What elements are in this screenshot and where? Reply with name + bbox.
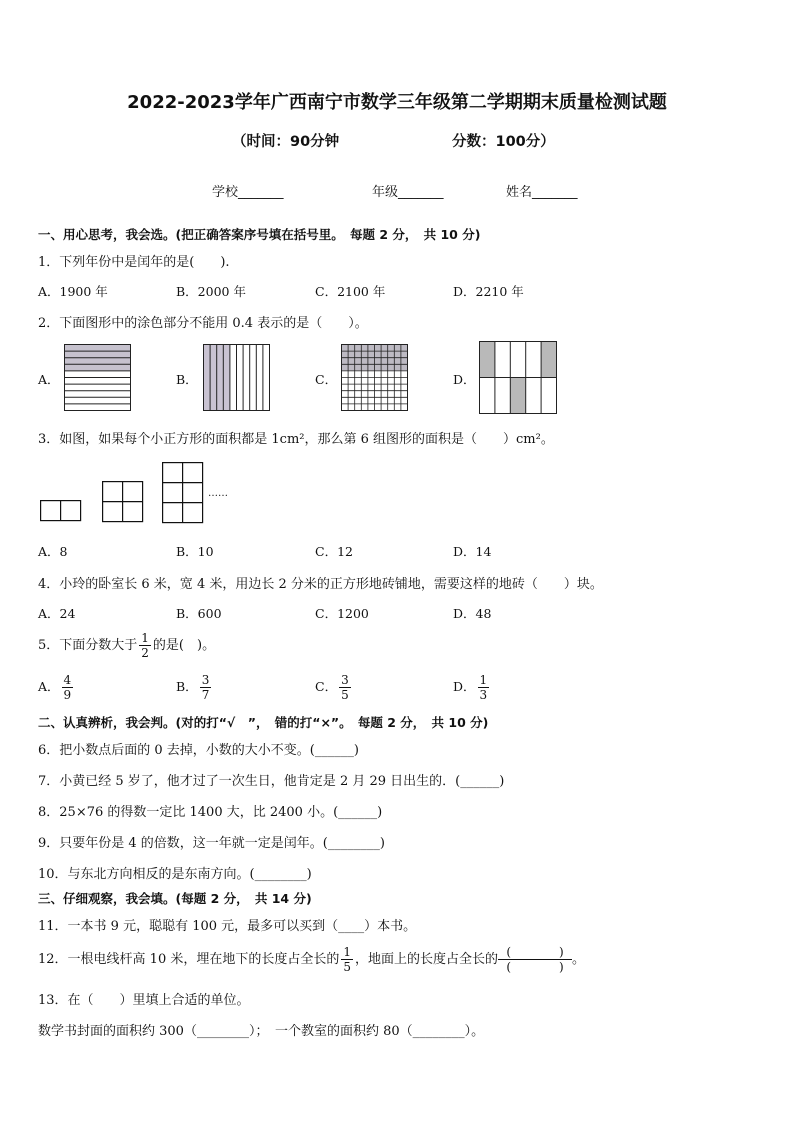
question-10[interactable]: 10．与东北方向相反的是东南方向。(________) bbox=[38, 867, 312, 882]
q3-option-a[interactable]: A．8 bbox=[38, 544, 68, 559]
section-2-heading: 二、认真辨析，我会判。(对的打“√ ”， 错的打“×”。 每题 2 分， 共 10 分) bbox=[38, 715, 489, 730]
q2-figure-b bbox=[203, 344, 271, 412]
grade-field[interactable]: 年级_______ bbox=[372, 185, 444, 200]
q4-option-c[interactable]: C．1200 bbox=[315, 606, 369, 621]
q4-option-a[interactable]: A．24 bbox=[38, 606, 76, 621]
question-13-blanks[interactable]: 数学书封面的面积约 300（________）； 一个教室的面积约 80（________）。 bbox=[38, 1024, 485, 1039]
question-6[interactable]: 6．把小数点后面的 0 去掉，小数的大小不变。(______) bbox=[38, 743, 359, 758]
name-field[interactable]: 姓名_______ bbox=[506, 185, 578, 200]
question-1: 1．下列年份中是闰年的是( ). bbox=[38, 255, 230, 270]
q5-option-d[interactable]: D． $\frac{1}{3}$ bbox=[453, 673, 488, 702]
section-3-heading: 三、仔细观察，我会填。(每题 2 分， 共 14 分) bbox=[38, 891, 312, 906]
question-7[interactable]: 7．小黄已经 5 岁了，他才过了一次生日，他肯定是 2 月 29 日出生的．(______) bbox=[38, 774, 505, 789]
q2-option-c[interactable]: C． bbox=[315, 372, 338, 387]
q2-figure-a bbox=[64, 344, 132, 412]
exam-time: （时间：90分钟 bbox=[232, 134, 340, 150]
q3-option-d[interactable]: D．14 bbox=[453, 544, 492, 559]
q2-option-a[interactable]: A． bbox=[38, 372, 60, 387]
q12-fraction: $\frac{1}{5}$ bbox=[343, 945, 351, 974]
q1-option-a[interactable]: A．1900 年 bbox=[38, 284, 108, 299]
q1-option-b[interactable]: B．2000 年 bbox=[176, 284, 246, 299]
q3-option-c[interactable]: C．12 bbox=[315, 544, 353, 559]
q1-option-c[interactable]: C．2100 年 bbox=[315, 284, 386, 299]
question-5: 5．下面分数大于 $\frac{1}{2}$ 的是( )。 bbox=[38, 631, 216, 660]
q5-fraction: $\frac{1}{2}$ bbox=[141, 631, 149, 660]
q2-figure-d bbox=[479, 341, 557, 415]
question-4: 4．小玲的卧室长 6 米，宽 4 米，用边长 2 分米的正方形地砖铺地，需要这样的地砖（ ）块。 bbox=[38, 577, 603, 592]
school-field[interactable]: 学校_______ bbox=[212, 185, 284, 200]
q2-option-d[interactable]: D． bbox=[453, 372, 476, 387]
q1-option-d[interactable]: D．2210 年 bbox=[453, 284, 524, 299]
exam-title: 2022-2023学年广西南宁市数学三年级第二学期期末质量检测试题 bbox=[127, 92, 667, 113]
question-13: 13．在（ ）里填上合适的单位。 bbox=[38, 993, 250, 1008]
question-2: 2．下面图形中的涂色部分不能用 0.4 表示的是（ ）。 bbox=[38, 316, 368, 331]
q5-option-c[interactable]: C． $\frac{3}{5}$ bbox=[315, 673, 349, 702]
q12-answer-fraction[interactable]: $\frac{( )}{( )}$ bbox=[498, 945, 572, 974]
q3-ellipsis: …… bbox=[208, 488, 228, 499]
section-1-heading: 一、用心思考，我会选。(把正确答案序号填在括号里。 每题 2 分， 共 10 分) bbox=[38, 227, 481, 242]
question-3: 3．如图，如果每个小正方形的面积都是 1cm²，那么第 6 组图形的面积是（ ）cm²。 bbox=[38, 432, 554, 447]
question-9[interactable]: 9．只要年份是 4 的倍数，这一年就一定是闰年。(________) bbox=[38, 836, 385, 851]
exam-score: 分数：100分） bbox=[452, 134, 555, 150]
q5-option-a[interactable]: A． $\frac{4}{9}$ bbox=[38, 673, 72, 702]
q4-option-d[interactable]: D．48 bbox=[453, 606, 492, 621]
q3-figure-2 bbox=[102, 481, 144, 523]
q2-option-b[interactable]: B． bbox=[176, 372, 198, 387]
q5-option-b[interactable]: B． $\frac{3}{7}$ bbox=[176, 673, 210, 702]
question-8[interactable]: 8．25×76 的得数一定比 1400 大，比 2400 小。(______) bbox=[38, 805, 383, 820]
q3-figure-3 bbox=[162, 462, 204, 524]
q2-figure-c bbox=[341, 344, 409, 412]
q3-option-b[interactable]: B．10 bbox=[176, 544, 214, 559]
question-12[interactable]: 12．一根电线杆高 10 米，埋在地下的长度占全长的 $\frac{1}{5}$ ，地面上的长度占全长的 $\frac{( )}{( )}$ 。 bbox=[38, 945, 586, 974]
q4-option-b[interactable]: B．600 bbox=[176, 606, 222, 621]
question-11[interactable]: 11．一本书 9 元，聪聪有 100 元，最多可以买到（____）本书。 bbox=[38, 919, 417, 934]
q3-figure-1 bbox=[40, 500, 82, 522]
